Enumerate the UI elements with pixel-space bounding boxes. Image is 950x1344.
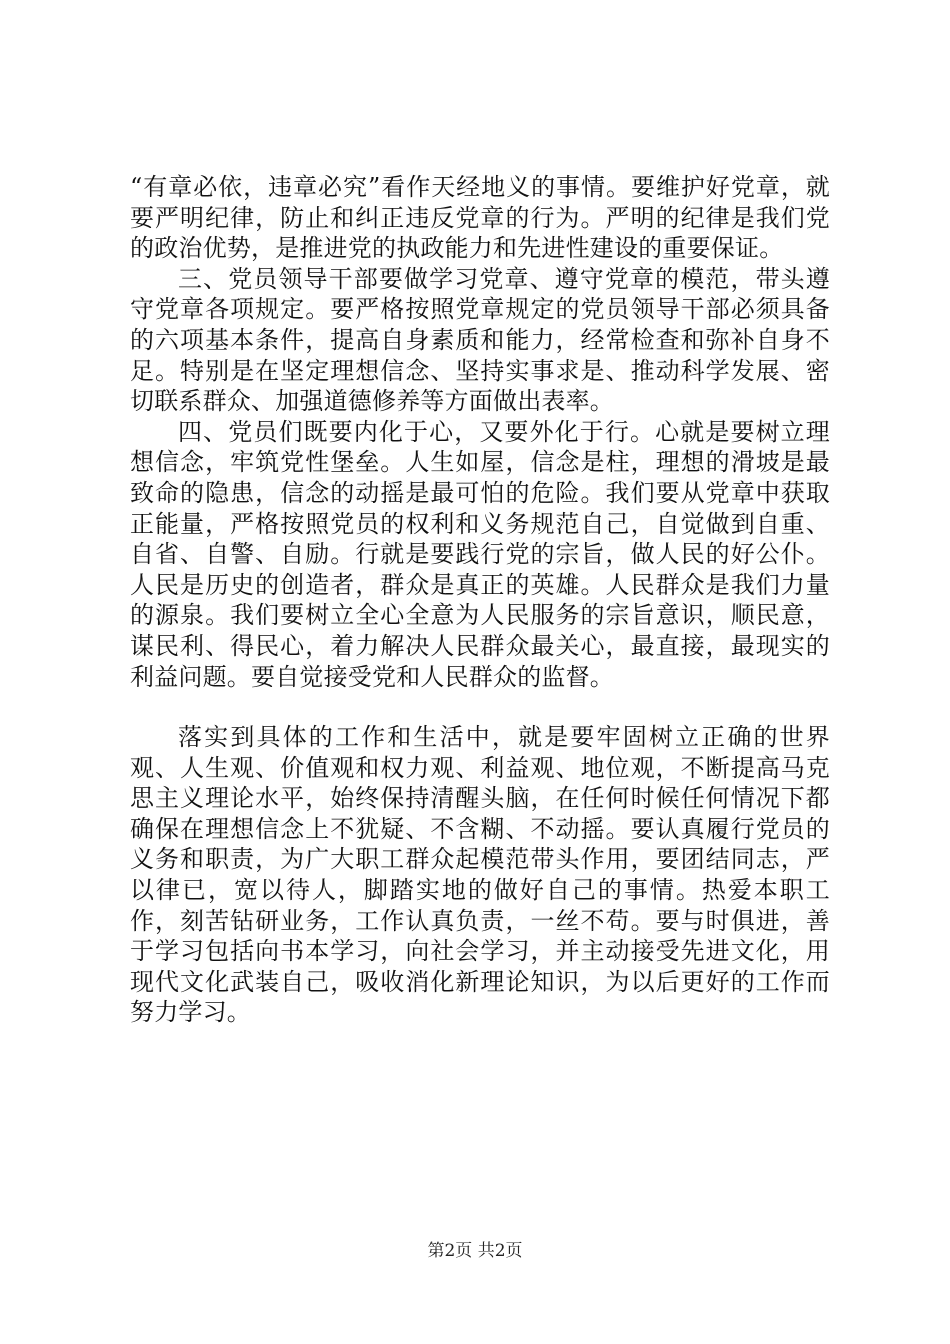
paragraph-point-three: 三、党员领导干部要做学习党章、遵守党章的模范，带头遵守党章各项规定。要严格按照党章规定的党员领导干部必须具备的六项基本条件，提高自身素质和能力，经常检查和弥补自身不足。特别是在坚定理想信念、坚持实事求是、推动科学发展、密切联系群众、加强道德修养等方面做出表率。 <box>130 264 830 416</box>
paragraph-conclusion: 落实到具体的工作和生活中，就是要牢固树立正确的世界观、人生观、价值观和权力观、利益观、地位观，不断提高马克思主义理论水平，始终保持清醒头脑，在任何时候任何情况下都确保在理想信念上不犹疑、不含糊、不动摇。要认真履行党员的义务和职责，为广大职工群众起模范带头作用，要团结同志，严以律已，宽以待人，脚踏实地的做好自己的事情。热爱本职工作，刻苦钻研业务，工作认真负责，一丝不苟。要与时俱进，善于学习包括向书本学习，向社会学习，并主动接受先进文化，用现代文化武装自己，吸收消化新理论知识，为以后更好的工作而努力学习。 <box>130 723 830 1027</box>
paragraph-continued: “有章必依，违章必究”看作天经地义的事情。要维护好党章，就要严明纪律，防止和纠正违反党章的行为。严明的纪律是我们党的政治优势，是推进党的执政能力和先进性建设的重要保证。 <box>130 173 830 263</box>
page-number-footer: 第2页 共2页 <box>427 1241 523 1261</box>
paragraph-point-four: 四、党员们既要内化于心，又要外化于行。心就是要树立理想信念，牢筑党性堡垒。人生如屋，信念是柱，理想的滑坡是最致命的隐患，信念的动摇是最可怕的危险。我们要从党章中获取正能量，严格按照党员的权利和义务规范自己，自觉做到自重、自省、自警、自励。行就是要践行党的宗旨，做人民的好公仆。人民是历史的创造者，群众是真正的英雄。人民群众是我们力量的源泉。我们要树立全心全意为人民服务的宗旨意识，顺民意，谋民利、得民心，着力解决人民群众最关心，最直接，最现实的利益问题。要自觉接受党和人民群众的监督。 <box>130 417 830 691</box>
document-body <box>130 172 830 1028</box>
